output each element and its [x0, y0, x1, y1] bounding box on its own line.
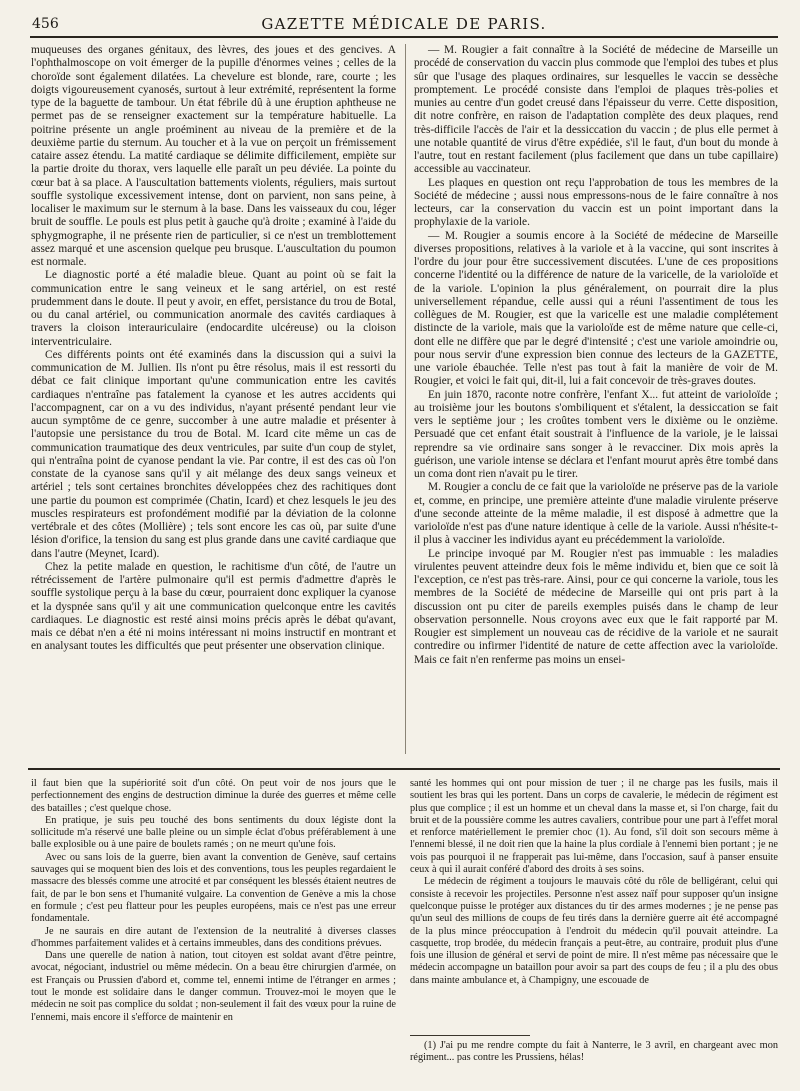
bottom-right-column	[410, 778, 778, 1030]
paragraph: muqueuses des organes génitaux, des lèvres, des joues et des gencives. A l'ophthalmoscope on voit émerger de la pupille d'énormes veines ; celles de la choroïde sont également dilatées. La chevelure est blonde, rare, courte ; les doigts vigoureusement cyanosés, surtout à leur extrémité, représentent la forme type de la baguette de tambour. Un état fébrile dû à une éruption aphtheuse ne permet pas de se renseigner exactement sur la température habituelle. La poitrine présente un angle proéminent au niveau de la première et de la deuxième partie du sternum. Au toucher et à la vue on perçoit un frémissement cataire assez étendu. La matité cardiaque se délimite difficilement, empiète sur la partie droite du thorax, vers laquelle elle paraît un peu déviée. La pointe du cœur bat à sa place. A l'auscultation battements violents, réguliers, mais surtout souffle systolique excessivement intense, dont on parvient, non sans peine, à localiser le maximum sur le sternum à la base. Dans les vaisseaux du cou, léger bruit de souffle. Le pouls est plus petit à gauche qu'à droite ; examiné à l'aide du sphygmographe, il ne présente rien de particulier, si ce n'est un tremblottement assez marqué et une ascension quelque peu brusque. L'auscultation du poumon est normale.	[31, 44, 396, 268]
paragraph: — M. Rougier a soumis encore à la Société de médecine de Marseille diverses propositions, relatives à la variole et à la vaccine, qui sont inscrites à l'ordre du jour pour être successivement discutées. L'une de ces propositions concerne l'identité ou la différence de nature de la varicelle, de la varioloïde et de la variole. L'opinion la plus généralement, on pourrait dire la plus universellement répandue, celle aussi qui a réuni l'assentiment de tous les collègues de M. Rougier, est que la varicelle est une maladie complétement distincte de la variole, mais que la varioloïde est de même nature que celle-ci, dont elle ne diffère que par le degré d'intensité ; c'est une variole amoindrie ou, pour nous servir d'une expression bien connue des lecteurs de la GAZETTE, une variole ébauchée. Telle n'est pas tout à fait la manière de voir de M. Rougier, et voici le fait qui, dit-il, lui a fait concevoir de très-graves doutes.	[414, 229, 778, 388]
paragraph: santé les hommes qui ont pour mission de tuer ; il ne charge pas les fusils, mais il soutient les bras qui les portent. Dans un corps de cavalerie, le médecin de régiment est plus que complice ; il est un homme et un cheval dans la masse et, si l'on charge, fait du bruit et de la poussière comme les autres cavaliers, contribue pour une part à l'effet moral et renforce matériellement le premier choc (1). Au fond, s'il doit son secours même à l'ennemi blessé, il ne doit rien que la haine la plus cordiale à l'ennemi bien portant ; je ne vois pas pourquoi il ne frapperait pas lui-même, dans l'occasion, sauf à panser ensuite ceux à qui il aurait conféré d'abord des droits à ses soins.	[410, 778, 778, 876]
footnote-text: (1) J'ai pu me rendre compte du fait à Nanterre, le 3 avril, en chargeant avec mon régiment... pas contre les Prussiens, hélas!	[410, 1040, 778, 1064]
top-left-column	[31, 44, 396, 764]
paragraph: En pratique, je suis peu touché des bons sentiments du doux légiste dont la sollicitude m'a réservé une balle pleine ou un simple éclat d'obus préférablement à une balle explosible ou à une paire de boulets ramés ; on ne meurt qu'une fois.	[31, 814, 396, 851]
footnote-rule	[410, 1035, 530, 1036]
column-rule	[405, 44, 406, 754]
paragraph: Avec ou sans lois de la guerre, bien avant la convention de Genève, sauf certains sauvages qui se moquent bien des lois et des conventions, tous les peuples regardaient le massacre des blessés comme une atrocité et par conséquent les blessés étaient neutres de fait, de par le bon sens et l'humanité vulgaire. La convention de Genève a mis la chose en formule ; c'est peu flatteur pour les peuples européens, mais ce n'est pas une erreur fondamentale.	[31, 851, 396, 925]
paragraph: En juin 1870, raconte notre confrère, l'enfant X... fut atteint de varioloïde ; au troisième jour les boutons s'ombiliquent et s'étalent, la dessiccation se fait vers le septième jour ; les croûtes tombent vers le dixième ou le onzième. Persuadé que cet enfant était soustrait à l'influence de la variole, je le laissai reprendre sa vie ordinaire sans songer à le revacciner. Dix mois après la guérison, une variole intense se déclara et l'enfant mourut après être tombé dans un coma dont rien n'avait pu le tirer.	[414, 388, 778, 480]
page-header	[30, 12, 778, 38]
paragraph: M. Rougier a conclu de ce fait que la varioloïde ne préserve pas de la variole et, comme, en principe, une première atteinte d'une maladie virulente préserve d'une seconde atteinte de la même maladie, il est disposé à admettre que la varioloïde n'est pas d'une nature identique à celle de la variole. Aussi n'hésite-t-il plus à vacciner les individus ayant eu précédemment la varioloïde.	[414, 481, 778, 547]
paragraph: — M. Rougier a fait connaître à la Société de médecine de Marseille un procédé de conservation du vaccin plus commode que l'emploi des tubes et plus sûr que l'usage des plaques ordinaires, sur lesquelles le vaccin se dessèche promptement. Le procédé consiste dans l'emploi de plaques très-polies et munies au centre d'un godet creusé dans l'épaisseur du verre. Cette disposition, dit notre confrère, en raison de l'adaptation complète des deux plaques, rend très-difficile l'accès de l'air et la dessiccation du vaccin ; de plus elle permet à une notable quantité de virus d'être expédiée, s'il le faut, d'un bout du monde à l'autre, tout en restant facilement (plus facilement que dans un tube capillaire) accessible au vaccinateur.	[414, 44, 778, 176]
feuilleton-divider	[28, 768, 780, 770]
paragraph: Je ne saurais en dire autant de l'extension de la neutralité à diverses classes d'hommes parfaitement valides et à certains immeubles, dans des conditions prévues.	[31, 925, 396, 949]
journal-title: GAZETTE MÉDICALE DE PARIS.	[261, 15, 547, 33]
paragraph: Ces différents points ont été examinés dans la discussion qui a suivi la communication de M. Jullien. Ils n'ont pu être résolus, mais il est ressorti du débat ce fait clinique important qu'une communication entre les cavités cardiaques n'entraîne pas fatalement la cyanose et les autres accidents qui l'accompagnent, car on a vu des individus, n'ayant présenté pendant leur vie aucun symptôme de ce genre, succomber à une autre maladie et présenter à l'autopsie une persistance du trou de Botal. M. Icard cite même un cas de communication traumatique des deux ventricules, par suite d'un coup de stylet, qui n'entraîna point de cyanose pendant la vie. Par contre, il est des cas où l'on constate de la cyanose sans qu'il y ait mélange des deux sangs veineux et artériel ; tels sont certaines bronchites développées chez des rachitiques dont une partie du poumon est comprimée (Chatin, Icard) et chez lesquels le jeu des muscles respirateurs est profondément modifié par la déviation de la colonne vertébrale et des côtes (Mollière) ; tels sont encore les cas où, par suite d'une lésion d'orifice, la tension du sang est plus grande dans une cavité cardiaque que dans l'autre (Meynet, Icard).	[31, 348, 396, 560]
page-number: 456	[32, 16, 59, 32]
paragraph: Le médecin de régiment a toujours le mauvais côté du rôle de belligérant, celui qui consiste à recevoir les projectiles. Personne n'est assez naïf pour supposer qu'un insigne quelconque puisse le protéger aux distances du tir des armes modernes ; je ne pense pas qu'un seul des millions de coups de feu tirés dans la dernière guerre ait été accompagné de la plus mince préoccupation à l'endroit du médecin qu'il pouvait atteindre. La casquette, trop brodée, du médecin français a peut-être, au contraire, produit plus d'une fois une illusion de général et servi de point de mire. Il n'est même pas nécessaire que le médecin accompagne un bataillon pour avoir sa part des coups de feu ; il a plu des obus dans mainte ambulance et, à Champigny, une escouade de	[410, 876, 778, 986]
paragraph: Les plaques en question ont reçu l'approbation de tous les membres de la Société de médecine ; aussi nous empressons-nous de le faire connaître à nos lecteurs, car la conservation du vaccin est un point important dans la prophylaxie de la variole.	[414, 176, 778, 229]
top-right-column	[414, 44, 778, 764]
footnote	[410, 1040, 778, 1088]
paragraph: Chez la petite malade en question, le rachitisme d'un côté, de l'autre un rétrécissement de l'artère pulmonaire qu'il est permis d'admettre d'après le souffle systolique perçu à la base du cœur, pourraient donc expliquer la cyanose et la dyspnée sans qu'il y ait une communication quelconque entre les cavités cardiaques. Le diagnostic est resté ainsi moins précis après le débat qu'avant, mais ce débat n'en a été ni moins intéressant ni moins instructif en montrant et en analysant toutes les difficultés que peut présenter une observation clinique.	[31, 560, 396, 653]
paragraph: il faut bien que la supériorité soit d'un côté. On peut voir de nos jours que le perfectionnement des engins de destruction diminue la durée des guerres et même celle des batailles ; c'est quelque chose.	[31, 778, 396, 814]
paragraph: Dans une querelle de nation à nation, tout citoyen est soldat avant d'être peintre, avocat, négociant, industriel ou même médecin. On a beau être chirurgien d'armée, on est Français ou Prussien d'abord et, comme tel, ennemi intime de l'étranger en armes ; tout le monde est solidaire dans le danger commun. Trouvez-moi le moyen que le médecin ne soit pas complice du soldat ; non-seulement il fait des vœux pour la ruine de l'ennemi, mais encore il s'efforce de maintenir en	[31, 950, 396, 1023]
bottom-left-column	[31, 778, 396, 1083]
paragraph: Le principe invoqué par M. Rougier n'est pas immuable : les maladies virulentes peuvent atteindre deux fois le même individu et, bien que ce soit là l'exception, ce n'est pas très-rare. Ainsi, pour ce qui concerne la variole, tous les membres de la Société de médecine de Marseille qui ont pris part à la discussion ont pu citer de pareils exemples puisés dans le champ de leur observation personnelle. Nous croyons avec eux que le fait rapporté par M. Rougier est simplement un nouveau cas de récidive de la variole et ne saurait contredire ou infirmer l'identité de nature de cette affection avec la varioloïde. Mais ce fait n'en renferme pas moins un ensei-	[414, 547, 778, 666]
paragraph: Le diagnostic porté a été maladie bleue. Quant au point où se fait la communication entre le sang veineux et le sang artériel, on est resté prudemment dans le doute. Il peut y avoir, en effet, persistance du trou de Botal, ou du canal artériel, ou communication anormale des cavités cardiaques à travers la cloison interauriculaire (endocardite ulcéreuse) ou la cloison interventriculaire.	[31, 269, 396, 348]
